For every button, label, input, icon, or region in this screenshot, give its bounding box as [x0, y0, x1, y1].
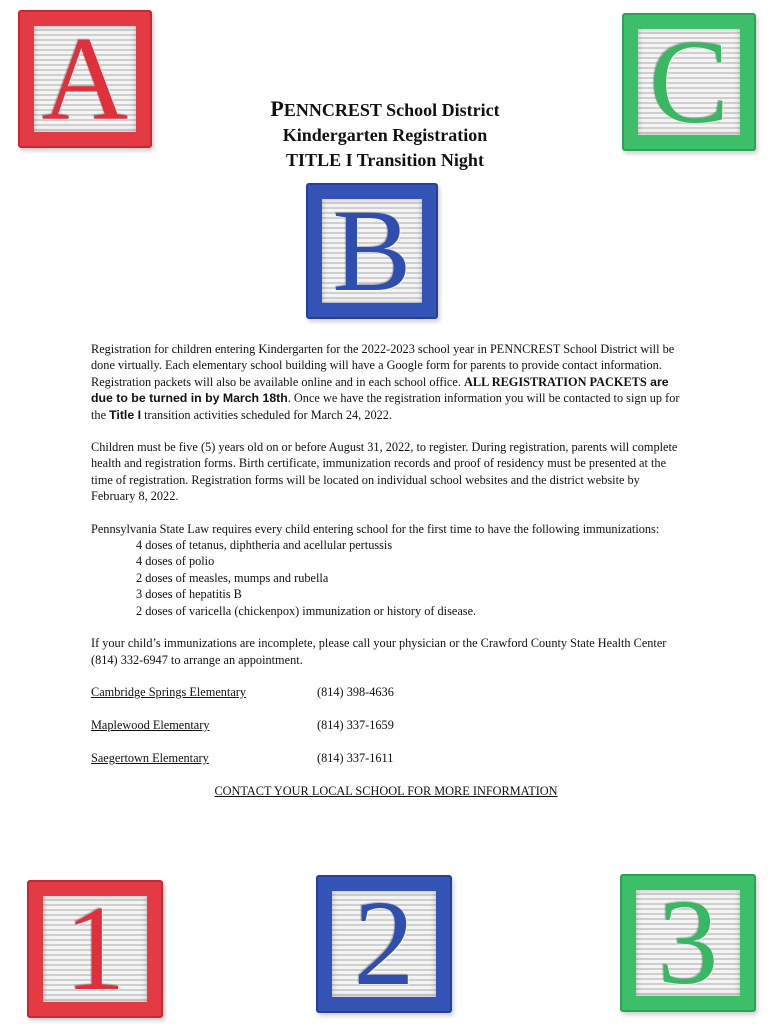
immunization-item: 4 doses of polio: [136, 554, 215, 569]
immunization-item: 2 doses of measles, mumps and rubella: [136, 570, 329, 585]
block-c-image: [622, 13, 756, 151]
block-2-number: 2: [353, 876, 415, 1011]
block-1-image: [27, 880, 163, 1018]
block-c-letter: C: [648, 15, 730, 148]
paragraph-incomplete-immunizations: If your child’s immunizations are incomplete, please call your physician or the Crawford County State Health Center (814) 332-6947 to arrange an appointment.: [91, 636, 667, 667]
block-b-letter: B: [332, 185, 412, 316]
school-phone-maplewood: (814) 337-1659: [317, 717, 394, 732]
registration-bold-packets: ALL REGISTRATION PACKETS: [464, 374, 647, 389]
title-line-registration: Kindergarten Registration: [282, 125, 488, 145]
school-name-cambridge-springs: Cambridge Springs Elementary: [91, 684, 247, 699]
school-name-maplewood: Maplewood Elementary: [91, 717, 210, 732]
registration-text-a: Registration for children entering Kindergarten for the 2022-2023 school year in PENNCREST School District will be done virtually. Each elementary school building will have a Google form for parents to provide contact information. Registration packets will also be available online and in each school office.: [91, 342, 675, 389]
block-a-letter: A: [41, 12, 129, 145]
paragraph-age-requirements: Children must be five (5) years old on or before August 31, 2022, to register. During registration, parents will complete health and registration forms. Birth certificate, immunization records and proof of residency must be presented at the time of registration. Registration forms will be located on individual school websites and the district website by February 8, 2022.: [91, 440, 678, 504]
block-3-image: [620, 874, 756, 1012]
title-line-transition: TITLE I Transition Night: [286, 150, 484, 170]
school-name-saegertown: Saegertown Elementary: [91, 750, 209, 765]
document-body: [91, 341, 681, 799]
school-contact-row: [91, 750, 681, 766]
block-a-image: [18, 10, 152, 148]
immunization-item: 2 doses of varicella (chickenpox) immunization or history of disease.: [136, 603, 477, 618]
paragraph-registration: [91, 341, 681, 423]
immunization-item: 4 doses of tetanus, diphtheria and acellular pertussis: [136, 538, 393, 553]
registration-text-b: . Once we have the registration information you will be contacted to sign up for the: [91, 391, 680, 422]
document-title: [200, 96, 570, 173]
registration-bold-title-i: Title I: [109, 407, 141, 422]
registration-text-c: transition activities scheduled for March 24, 2022.: [141, 407, 392, 422]
school-contacts: [91, 684, 681, 766]
school-phone-saegertown: (814) 337-1611: [317, 750, 394, 765]
school-contact-row: [91, 717, 681, 733]
block-b-image: [306, 183, 438, 319]
block-1-number: 1: [64, 881, 126, 1016]
block-2-image: [316, 875, 452, 1013]
title-initial-cap: P: [270, 96, 284, 121]
immunization-list: [91, 537, 681, 619]
school-phone-cambridge-springs: (814) 398-4636: [317, 684, 394, 699]
contact-school-note: CONTACT YOUR LOCAL SCHOOL FOR MORE INFORMATION: [214, 783, 558, 798]
registration-bold-due: are due to be turned in by March 18th: [91, 374, 669, 406]
block-3-number: 3: [657, 875, 719, 1010]
immunizations-intro: Pennsylvania State Law requires every child entering school for the first time to have the following immunizations:: [91, 521, 660, 536]
school-contact-row: [91, 684, 681, 700]
title-line-district: [200, 96, 570, 123]
title-district-rest: ENNCREST School District: [283, 100, 500, 120]
immunization-item: 3 doses of hepatitis B: [136, 587, 242, 602]
paragraph-immunizations: [91, 521, 681, 537]
